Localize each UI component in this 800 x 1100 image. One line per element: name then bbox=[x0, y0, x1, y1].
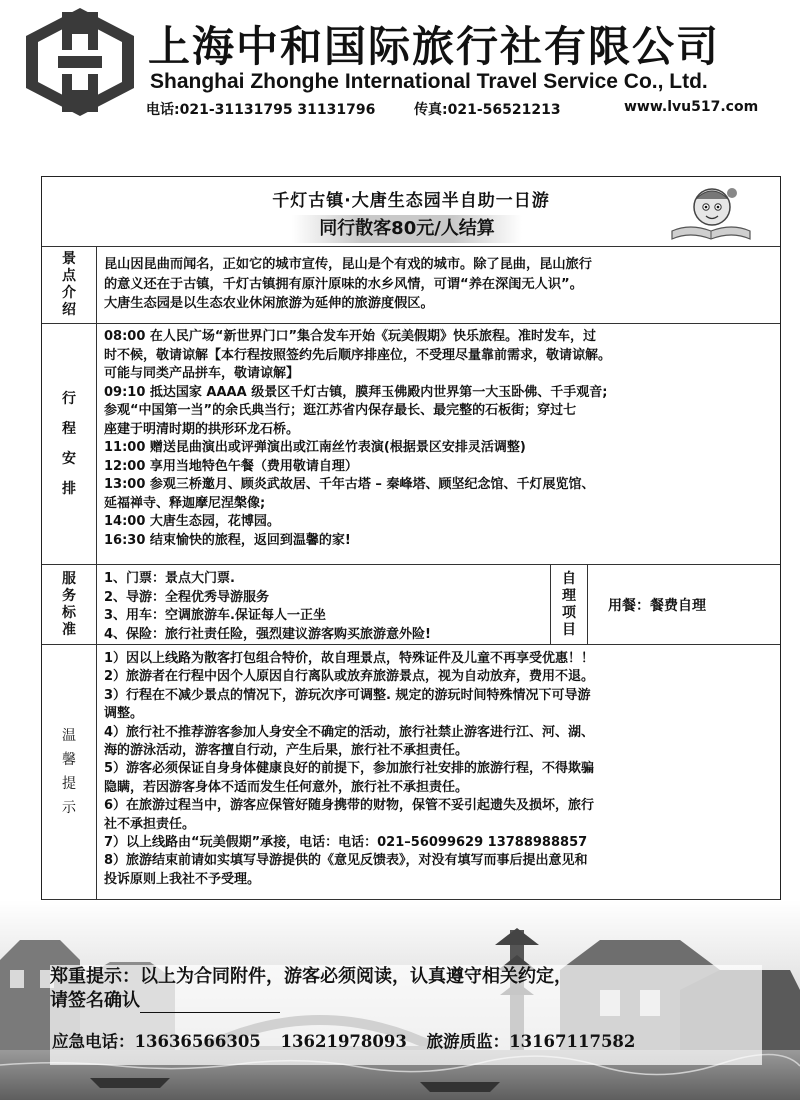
fax-number: 传真:021-56521213 bbox=[414, 102, 561, 118]
service-list bbox=[104, 570, 544, 644]
intro-row bbox=[42, 247, 780, 324]
schedule-line: 可能与同类产品拼车，敬请谅解】 bbox=[104, 366, 300, 381]
meal-note: 用餐：餐费自理 bbox=[608, 598, 706, 614]
schedule-line: 13:00 参观三桥邀月、顾炎武故居、千年古塔 – 秦峰塔、顾坚纪念馆、千灯展览馆、 bbox=[104, 477, 595, 492]
tip-line: 2）旅游者在行程中因个人原因自行离队或放弃旅游景点，视为自动放弃，费用不退。 bbox=[104, 669, 595, 685]
emergency-contacts bbox=[52, 1028, 792, 1052]
tip-line: 1）因以上线路为散客打包组合特价，故自理景点，特殊证件及儿童不再享受优惠！！ bbox=[104, 651, 595, 666]
itinerary-table bbox=[41, 176, 781, 927]
tips-row bbox=[42, 645, 780, 900]
service-item: 4、保险：旅行社责任险，强烈建议游客购买旅游意外险! bbox=[104, 626, 431, 642]
service-item: 2、导游：全程优秀导游服务 bbox=[104, 589, 270, 605]
tip-line: 隐瞒，若因游客身体不适而发生任何意外，旅行社不承担责任。 bbox=[104, 779, 469, 795]
schedule-line: 延福禅寺、释迦摩尼涅槃像; bbox=[104, 495, 266, 511]
website-link[interactable]: www.lvu517.com bbox=[624, 99, 759, 115]
tour-title: 千灯古镇·大唐生态园半自助一日游 bbox=[272, 191, 550, 211]
schedule-text bbox=[104, 328, 772, 550]
emergency-phone-2: 13621978093 bbox=[280, 1032, 407, 1051]
tip-line: 7）以上线路由“玩美假期”承接，电话：电话：021–56099629 13788988857 bbox=[104, 835, 588, 851]
company-header bbox=[0, 0, 800, 130]
schedule-line: 08:00 在人民广场“新世界门口”集合发车开始《玩美假期》快乐旅程。准时发车，过 bbox=[104, 329, 596, 344]
schedule-line: 09:10 抵达国家 AAAA 级景区千灯古镇，膜拜玉佛殿内世界第一大玉卧佛、千手观音; bbox=[104, 384, 608, 400]
service-item: 3、用车：空调旅游车.保证每人一正坐 bbox=[104, 608, 326, 623]
title-row bbox=[42, 177, 780, 247]
schedule-line: 12:00 享用当地特色午餐（费用敬请自理） bbox=[104, 458, 358, 474]
mascot-book-icon bbox=[666, 181, 756, 243]
intro-text: 昆山因昆曲而闻名，正如它的城市宣传，昆山是个有戏的城市。除了昆曲，昆山旅行 的意义还在于古镇，千灯古镇拥有原汁原味的水乡风情，可谓“养在深闺无人识”。 大唐生态园是以生态农业休闲旅游为延伸的旅游度假区。 bbox=[104, 257, 592, 311]
tip-line: 6）在旅游过程当中，游客应保管好随身携带的财物，保管不妥引起遗失及损坏，旅行 bbox=[104, 798, 595, 814]
schedule-line: 座建于明清时期的拱形环龙石桥。 bbox=[104, 421, 300, 437]
phone-number: 电话:021-31131795 31131796 bbox=[146, 102, 376, 118]
tip-line: 3）行程在不减少景点的情况下，游玩次序可调整. 规定的游玩时间特殊情况下可导游 bbox=[104, 687, 591, 703]
schedule-line: 参观“中国第一当”的余氏典当行；逛江苏省内保存最长、最完整的石板街；穿过七 bbox=[104, 403, 577, 418]
tip-line: 4）旅行社不推荐游客参加人身安全不确定的活动，旅行社禁止游客进行江、河、湖、 bbox=[104, 724, 595, 740]
price-banner: 同行散客80元/人结算 bbox=[292, 215, 522, 243]
tip-line: 调整。 bbox=[104, 706, 144, 722]
schedule-line: 16:30 结束愉快的旅程，返回到温馨的家! bbox=[104, 532, 351, 548]
tip-line: 社不承担责任。 bbox=[104, 816, 196, 832]
tip-line: 5）游客必须保证自身身体健康良好的前提下，参加旅行社安排的旅游行程，不得欺骗 bbox=[104, 761, 595, 777]
self-pay-label: 自 理 项 目 bbox=[550, 565, 588, 644]
service-label: 服 务 标 准 bbox=[42, 565, 97, 644]
tips-text bbox=[104, 650, 772, 889]
schedule-line: 14:00 大唐生态园，花博园。 bbox=[104, 514, 280, 529]
signature-line[interactable] bbox=[140, 992, 280, 1013]
company-logo-icon bbox=[22, 6, 138, 118]
service-item: 1、门票：景点大门票. bbox=[104, 571, 235, 586]
sign-prompt: 请签名确认 bbox=[50, 990, 140, 1011]
schedule-line: 11:00 赠送昆曲演出或评弹演出或江南丝竹表演(根据景区安排灵活调整) bbox=[104, 440, 526, 455]
emergency-phone-1: 应急电话：13636566305 bbox=[52, 1032, 261, 1051]
schedule-line: 时不候，敬请谅解【本行程按照签约先后顺序排座位，不受理尽量靠前需求，敬请谅解。 bbox=[104, 347, 612, 363]
company-name-cn: 上海中和国际旅行社有限公司 bbox=[148, 22, 721, 71]
tip-line: 海的游泳活动，游客擅自行动，产生后果，旅行社不承担责任。 bbox=[104, 743, 469, 759]
contact-line bbox=[146, 99, 786, 119]
intro-label: 景 点 介 绍 bbox=[42, 247, 97, 323]
service-row bbox=[42, 565, 780, 645]
tips-label: 温 馨 提 示 bbox=[42, 645, 97, 899]
tip-line: 8）旅游结束前请如实填写导游提供的《意见反馈表》，对没有填写而事后提出意见和 bbox=[104, 853, 588, 869]
company-name-en: Shanghai Zhonghe International Travel Service Co., Ltd. bbox=[150, 70, 708, 93]
schedule-label: 行 程 安 排 bbox=[42, 324, 97, 564]
schedule-row bbox=[42, 324, 780, 565]
tip-line: 投诉原则上我社不予受理。 bbox=[104, 871, 261, 887]
notice-line-1: 郑重提示：以上为合同附件，游客必须阅读，认真遵守相关约定， bbox=[50, 966, 572, 987]
quality-supervision-phone: 旅游质监：13167117582 bbox=[426, 1032, 636, 1051]
